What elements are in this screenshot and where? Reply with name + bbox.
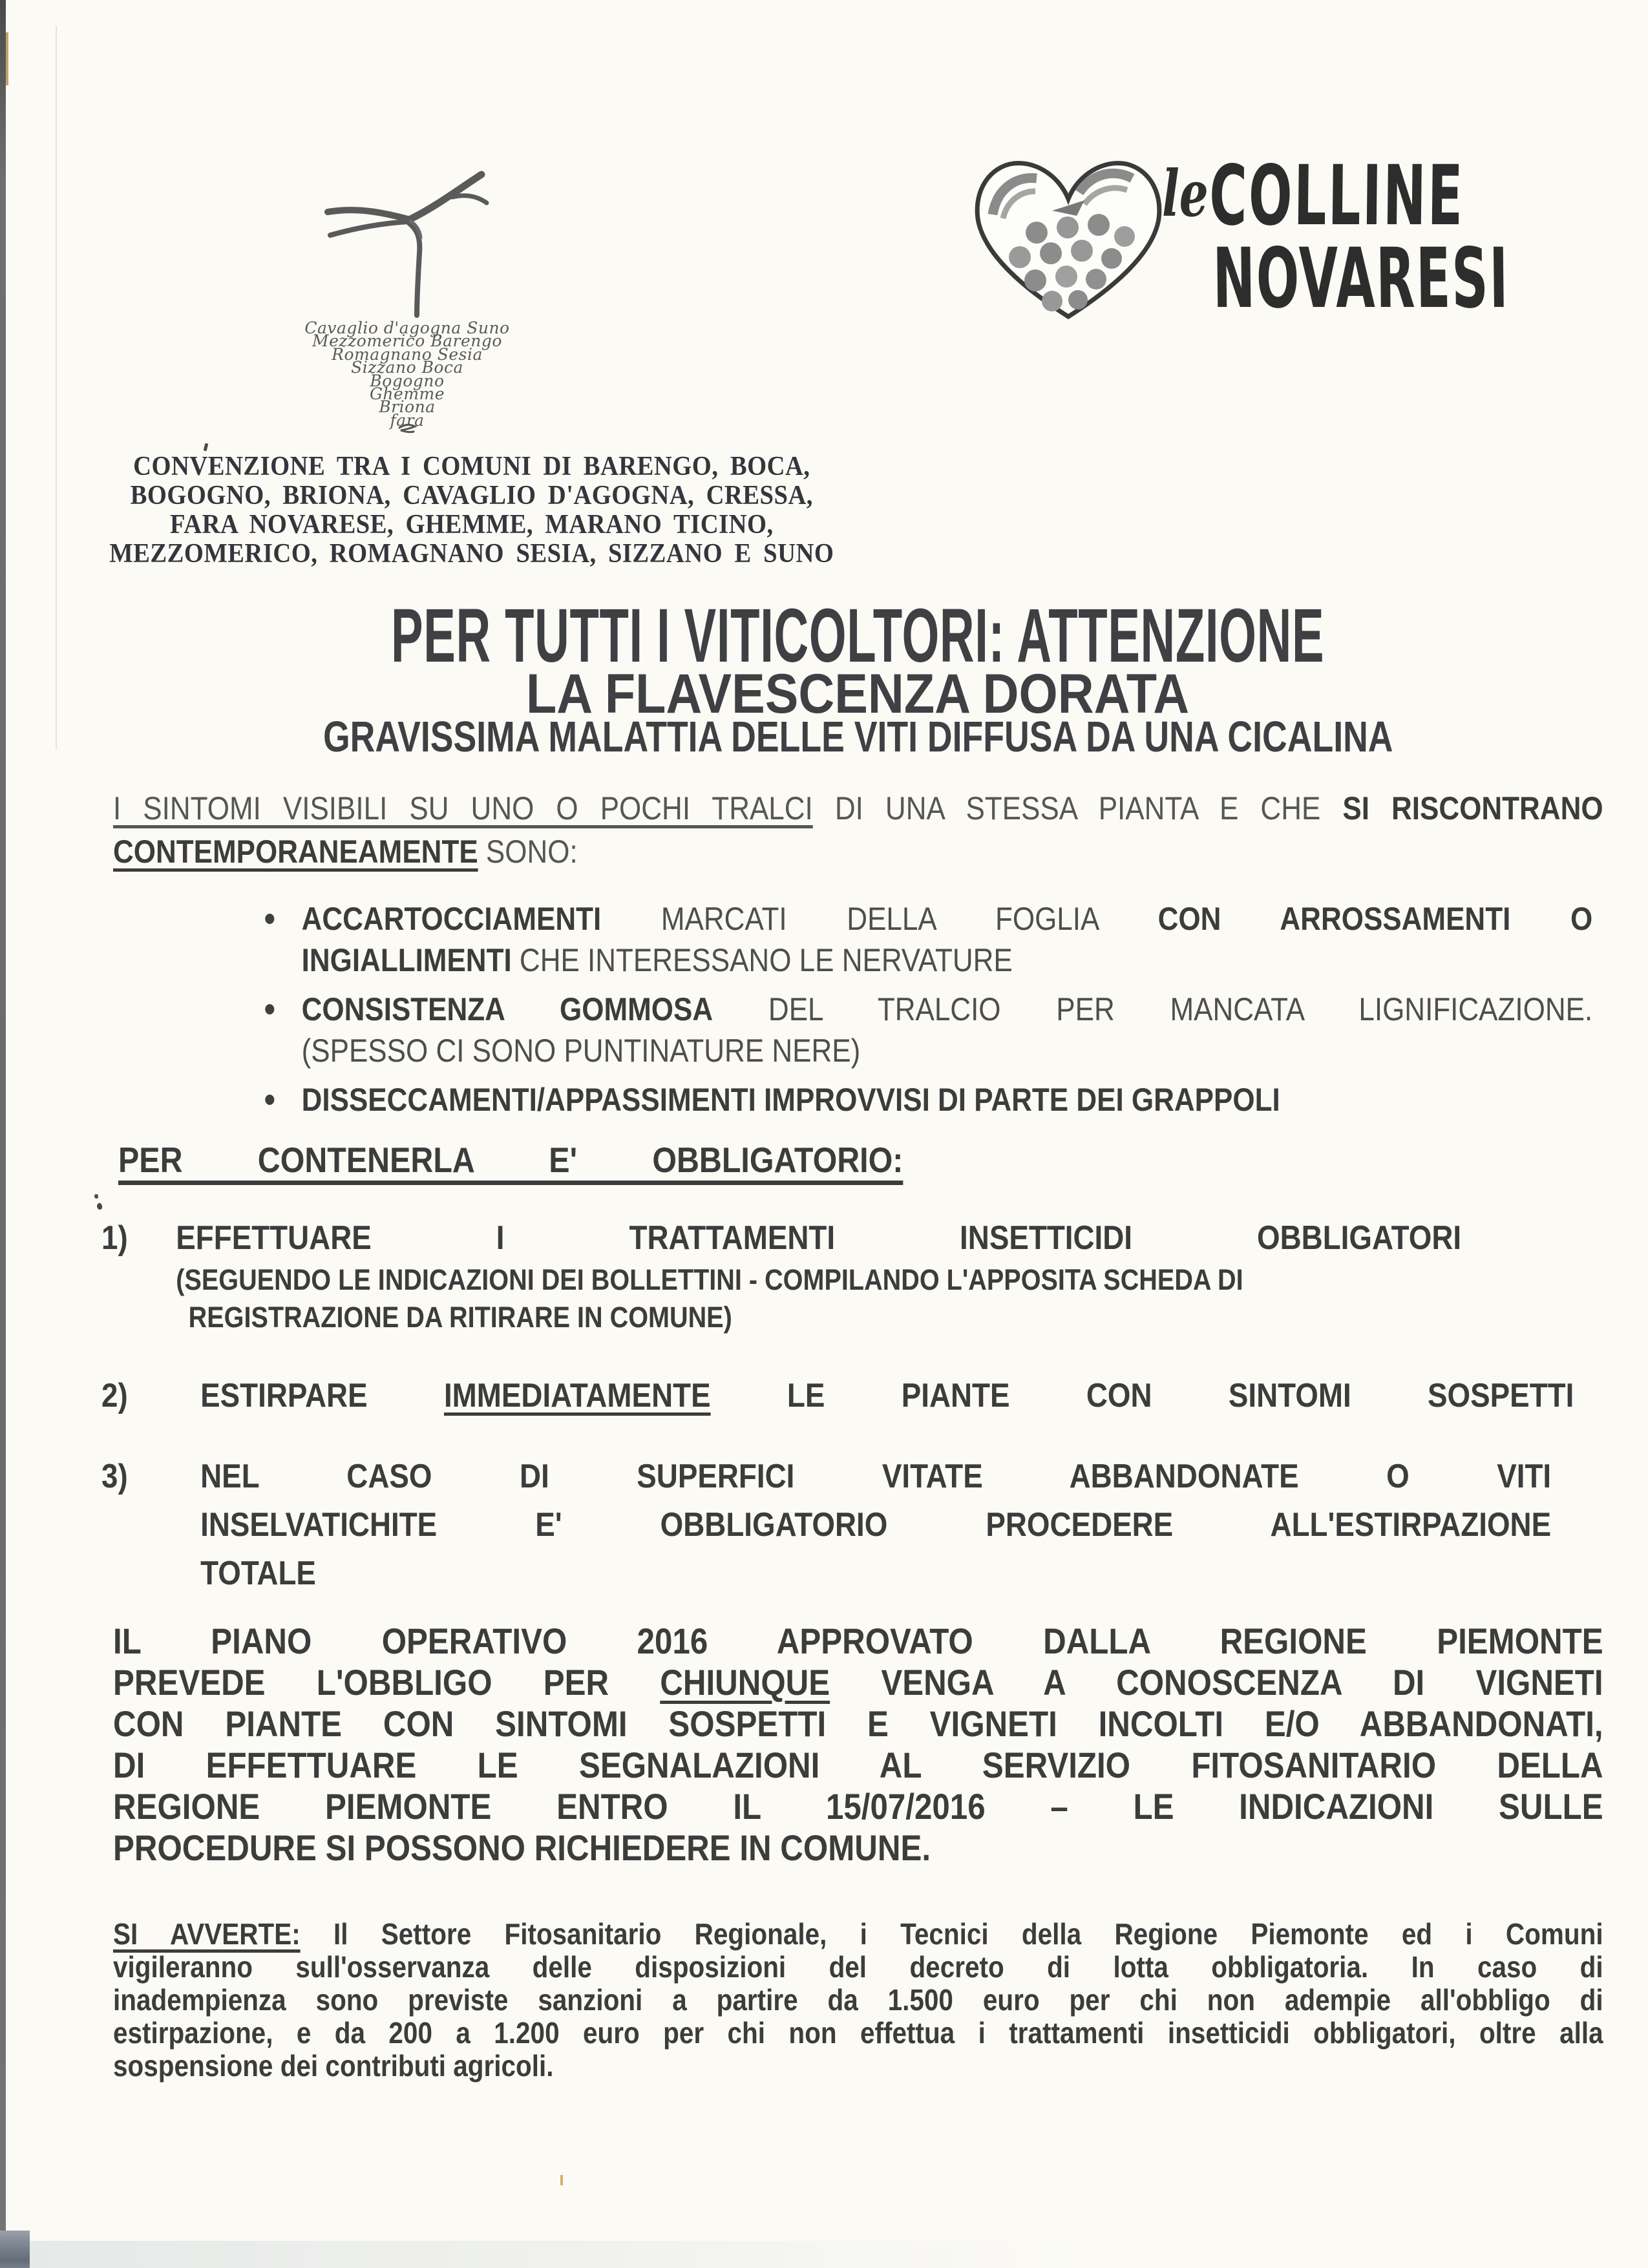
warning-line-4: estirpazione, e da 200 a 1.200 euro per chi non effettua i trattamenti insetticidi obbligatori, oltre alla (113, 2016, 1603, 2050)
item-1-content (176, 1219, 1461, 1336)
symptoms-line-1 (113, 787, 1603, 830)
convention-line: MEZZOMERICO, ROMAGNANO SESIA, SIZZANO E SUNO (109, 539, 834, 569)
piano-operativo-paragraph (113, 1621, 1603, 1869)
obligation-item-1 (101, 1219, 1461, 1336)
bullet-2-regular: DEL TRALCIO PER MANCATA LIGNIFICAZIONE. (713, 991, 1593, 1027)
scan-bottom-band (0, 2241, 1086, 2268)
bullet-2-bold: CONSISTENZA GOMMOSA (301, 991, 713, 1027)
contenerla-heading (118, 1141, 903, 1179)
bullet-1-bold-3: INGIALLIMENTI (301, 942, 512, 978)
piano-line-4: DI EFFETTUARE LE SEGNALAZIONI AL SERVIZIO FITOSANITARIO DELLA (113, 1745, 1603, 1785)
commune-line: Briona (379, 397, 436, 417)
item-1-subnote-line-2: REGISTRAZIONE DA RITIRARE IN COMUNE) (188, 1301, 732, 1334)
symptoms-mid: DI UNA STESSA PIANTA E CHE (812, 790, 1343, 826)
item-1-number: 1) (101, 1219, 128, 1257)
commune-list (304, 319, 511, 430)
commune-line: Romagnano Sesia (332, 344, 483, 364)
scan-edge-strip (0, 0, 6, 2268)
ink-speck-left-1 (94, 1194, 98, 1199)
subtitle-text: LA FLAVESCENZA DORATA (526, 663, 1190, 725)
ink-speck-top (204, 443, 209, 452)
warning-line-3: inadempienza sono previste sanzioni a partire da 1.500 euro per chi non adempie all'obbligo di (113, 1983, 1603, 2017)
paper-fold-line (56, 26, 57, 750)
vine-branch-icon (320, 162, 514, 323)
bullet-1-bold-2: CON ARROSSAMENTI O (1157, 901, 1593, 937)
convention-header (61, 452, 882, 569)
piano-line-6: PROCEDURE SI POSSONO RICHIEDERE IN COMUNE. (113, 1827, 931, 1868)
item-3-line-3: TOTALE (200, 1555, 316, 1592)
bullet-item-3 (262, 1079, 1592, 1120)
item-2-number: 2) (101, 1377, 128, 1414)
bullet-item-2 (262, 989, 1592, 1071)
contenerla-heading-text: PER CONTENERLA E' OBBLIGATORIO: (118, 1140, 903, 1180)
scan-edge-tan-mark (6, 32, 8, 85)
item-3-content (200, 1453, 1551, 1598)
warning-paragraph (113, 1918, 1603, 2083)
piano-line-2-b: VENGA A CONOSCENZA DI VIGNETI (830, 1662, 1603, 1703)
bullet-1-line-1 (302, 898, 1593, 940)
tagline-text: GRAVISSIMA MALATTIA DELLE VITI DIFFUSA DA UNA CICALINA (322, 713, 1393, 761)
symptom-bullet-list (262, 898, 1592, 1128)
bullet-2-line-1 (302, 989, 1593, 1030)
tagline (113, 713, 1603, 773)
bullet-item-1 (262, 898, 1592, 981)
bullet-1-bold-1: ACCARTOCCIAMENTI (301, 901, 602, 937)
item-3-number: 3) (101, 1458, 128, 1495)
item-2-bold-1: ESTIRPARE (200, 1377, 444, 1414)
convention-line: BOGOGNO, BRIONA, CAVAGLIO D'AGOGNA, CRESSA, (130, 481, 813, 510)
symptoms-underlined: I SINTOMI VISIBILI SU UNO O POCHI TRALCI (113, 790, 813, 826)
symptoms-bold-underlined: CONTEMPORANEAMENTE (113, 834, 478, 870)
commune-line: Bogogno (370, 371, 445, 390)
warning-line-5: sospensione dei contributi agricoli. (113, 2049, 554, 2083)
commune-line: fara (390, 410, 425, 430)
symptoms-rest: SONO: (478, 834, 578, 870)
symptoms-bold: SI RISCONTRANO (1342, 790, 1603, 826)
symptoms-line-2 (113, 830, 1603, 874)
convention-line: FARA NOVARESE, GHEMME, MARANO TICINO, (170, 510, 774, 540)
heart-grapes-icon (969, 147, 1171, 333)
piano-line-2 (113, 1662, 1603, 1703)
item-2-underlined: IMMEDIATAMENTE (443, 1377, 711, 1414)
convention-line: CONVENZIONE TRA I COMUNI DI BARENGO, BOCA, (133, 452, 810, 481)
logo-text-le: le (1162, 157, 1209, 231)
piano-line-5: REGIONE PIEMONTE ENTRO IL 15/07/2016 – LE INDICAZIONI SULLE (113, 1786, 1603, 1827)
symptoms-paragraph (113, 787, 1603, 874)
contenerla-heading-line (118, 1141, 903, 1179)
item-2-line (200, 1376, 1574, 1415)
logo-text-colline: COLLINE (1209, 148, 1465, 244)
obligation-item-3 (101, 1453, 1551, 1598)
obligation-item-2 (101, 1376, 1574, 1415)
commune-line: Ghemme (369, 384, 445, 404)
warning-line-2: vigileranno sull'osservanza delle disposizioni del decreto di lotta obbligatoria. In caso di (113, 1950, 1603, 1984)
piano-line-1: IL PIANO OPERATIVO 2016 APPROVATO DALLA REGIONE PIEMONTE (113, 1621, 1603, 1661)
item-1-subnote (176, 1261, 1461, 1336)
bullet-1-line-2 (302, 940, 1593, 981)
bullet-1-regular: MARCATI DELLA FOGLIA (601, 901, 1158, 937)
commune-line: Cavaglio d'agogna Suno (304, 319, 510, 337)
warning-line-1-text: Il Settore Fitosanitario Regionale, i Tecnici della Regione Piemonte ed i Comuni (300, 1917, 1603, 1951)
piano-line-2-a: PREVEDE L'OBBLIGO PER (113, 1662, 660, 1703)
bullet-1-regular-2: CHE INTERESSANO LE NERVATURE (511, 942, 1013, 978)
item-1-subnote-line-1: (SEGUENDO LE INDICAZIONI DEI BOLLETTINI - COMPILANDO L'APPOSITA SCHEDA DI (176, 1263, 1243, 1296)
item-2-content (200, 1376, 1574, 1415)
scan-orange-speck (560, 2175, 563, 2185)
commune-line: Sizzano Boca (351, 358, 463, 377)
bullet-2-line-2: (SPESSO CI SONO PUNTINATURE NERE) (301, 1033, 861, 1069)
item-1-line-1: EFFETTUARE I TRATTAMENTI INSETTICIDI OBBLIGATORI (176, 1219, 1462, 1257)
main-title-text: PER TUTTI I VITICOLTORI: ATTENZIONE (391, 593, 1325, 678)
item-2-bold-2: LE PIANTE CON SINTOMI SOSPETTI (710, 1377, 1574, 1414)
commune-line: Mezzomerico Barengo (312, 331, 502, 351)
piano-line-3: CON PIANTE CON SINTOMI SOSPETTI E VIGNETI INCOLTI E/O ABBANDONATI, (113, 1703, 1603, 1744)
vine-squiggle-icon (396, 421, 421, 438)
bullet-3-line: DISSECCAMENTI/APPASSIMENTI IMPROVVISI DI PARTE DEI GRAPPOLI (301, 1082, 1280, 1118)
ink-speck-left-2 (96, 1202, 103, 1210)
item-3-line-2: INSELVATICHITE E' OBBLIGATORIO PROCEDERE ALL'ESTIRPAZIONE (200, 1506, 1552, 1544)
item-3-line-1: NEL CASO DI SUPERFICI VITATE ABBANDONATE O VITI (200, 1458, 1552, 1495)
warning-label: SI AVVERTE: (113, 1917, 301, 1951)
logo-text-novaresi: NOVARESI (1212, 231, 1510, 327)
warning-line-1 (113, 1918, 1603, 1951)
piano-chiunque-underlined: CHIUNQUE (660, 1662, 830, 1703)
